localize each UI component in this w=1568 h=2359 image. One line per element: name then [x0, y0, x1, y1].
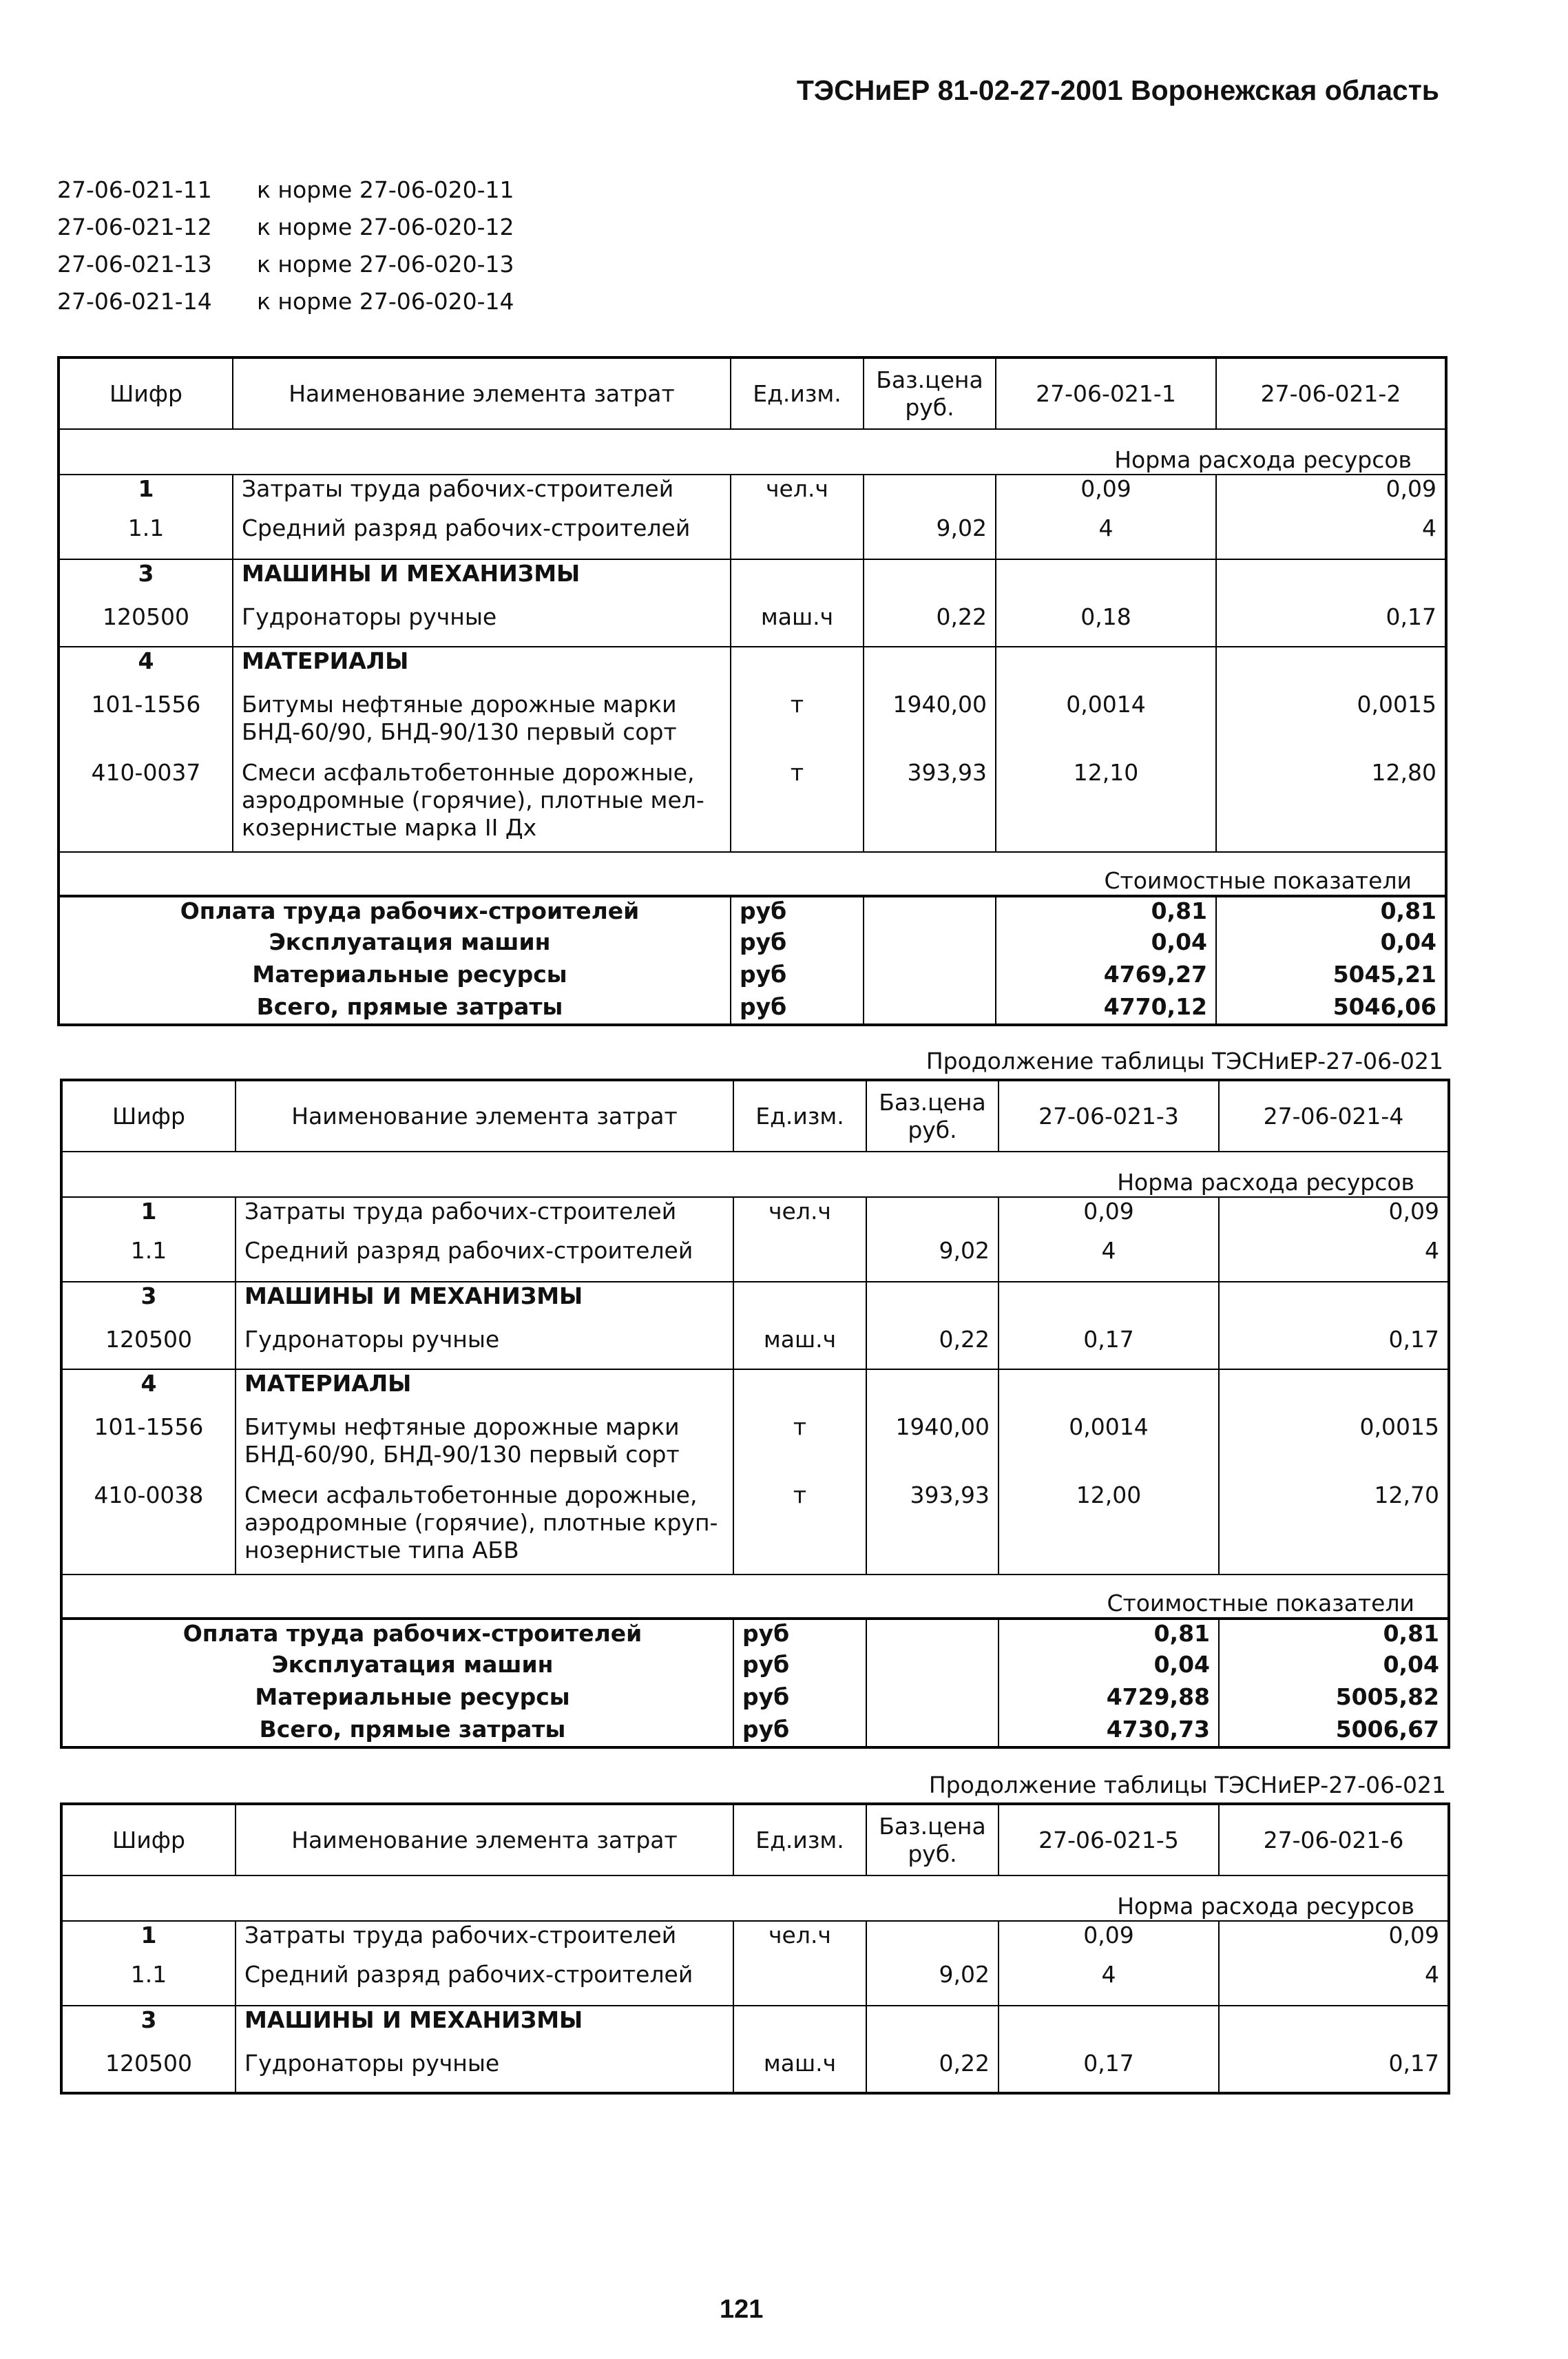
row-unit: маш.ч [733, 2050, 866, 2093]
row-price: 0,22 [866, 1326, 999, 1369]
continuation-caption: Продолжение таблицы ТЭСНиЕР-27-06-021 [926, 1048, 1443, 1074]
table-row [61, 2006, 1449, 2050]
row-value-b [1219, 1369, 1449, 1413]
total-unit: руб [731, 961, 864, 993]
col-header-price: Баз.цена руб. [866, 1804, 999, 1875]
row-code: 1 [61, 1197, 236, 1237]
norm-band-label: Норма расхода ресурсов [61, 1875, 1449, 1921]
total-unit: руб [733, 1651, 866, 1683]
row-unit [731, 647, 864, 691]
reference-list [57, 176, 514, 325]
table-row [59, 759, 1446, 852]
page-number: 121 [720, 2295, 764, 2324]
total-unit: руб [733, 1683, 866, 1716]
row-value-a: 0,0014 [996, 691, 1216, 759]
col-header-code: Шифр [59, 357, 233, 429]
table-row [61, 1326, 1449, 1369]
row-price [866, 1197, 999, 1237]
table-row [61, 1237, 1449, 1282]
total-name: Оплата труда рабочих-строителей [61, 1619, 733, 1651]
total-value-b: 5046,06 [1216, 993, 1446, 1025]
table-row [61, 1413, 1449, 1482]
reference-text: к норме 27-06-020-12 [257, 214, 514, 240]
row-price [866, 1921, 999, 1961]
row-value-a: 4 [999, 1237, 1219, 1282]
table-row [59, 603, 1446, 647]
reference-text: к норме 27-06-020-11 [257, 176, 514, 203]
row-code: 3 [61, 2006, 236, 2050]
row-code: 1.1 [61, 1237, 236, 1282]
reference-text: к норме 27-06-020-13 [257, 251, 514, 278]
row-value-a: 4 [999, 1961, 1219, 2006]
row-value-a: 12,00 [999, 1482, 1219, 1575]
col-header-name: Наименование элемента затрат [236, 1080, 733, 1152]
total-unit: руб [731, 993, 864, 1025]
row-value-b [1216, 647, 1446, 691]
row-value-a [999, 2006, 1219, 2050]
total-name: Эксплуатация машин [59, 928, 731, 961]
row-price [864, 475, 996, 515]
row-value-a: 0,09 [999, 1921, 1219, 1961]
table-row [61, 1961, 1449, 2006]
row-value-a [999, 1369, 1219, 1413]
row-name: Затраты труда рабочих-строителей [233, 475, 731, 515]
row-name: МАТЕРИАЛЫ [236, 1369, 733, 1413]
row-code: 410-0037 [59, 759, 233, 852]
row-unit [731, 515, 864, 559]
row-code: 1.1 [61, 1961, 236, 2006]
row-price [866, 1369, 999, 1413]
row-value-b: 4 [1219, 1961, 1449, 2006]
table-row [59, 515, 1446, 559]
row-value-b: 0,17 [1219, 1326, 1449, 1369]
row-unit [731, 559, 864, 603]
row-value-b: 0,09 [1219, 1197, 1449, 1237]
col-header-price: Баз.цена руб. [864, 357, 996, 429]
row-code: 1 [59, 475, 233, 515]
row-name: МАШИНЫ И МЕХАНИЗМЫ [233, 559, 731, 603]
row-name: Смеси асфальтобетонные дорожные, аэродромные (горячие), плотные круп-нозернистые типа АБВ [236, 1482, 733, 1575]
row-code: 120500 [61, 1326, 236, 1369]
row-value-a: 0,17 [999, 1326, 1219, 1369]
reference-code: 27-06-021-12 [57, 214, 212, 240]
norm-band-label: Норма расхода ресурсов [59, 429, 1446, 475]
row-value-a [996, 647, 1216, 691]
row-code: 4 [59, 647, 233, 691]
total-value-a: 0,04 [999, 1651, 1219, 1683]
row-value-a: 0,09 [999, 1197, 1219, 1237]
total-name: Всего, прямые затраты [59, 993, 731, 1025]
col-header-norm-a: 27-06-021-3 [999, 1080, 1219, 1152]
row-unit: чел.ч [731, 475, 864, 515]
col-header-norm-a: 27-06-021-1 [996, 357, 1216, 429]
row-code: 120500 [59, 603, 233, 647]
row-price: 1940,00 [866, 1413, 999, 1482]
total-value-b: 0,81 [1216, 896, 1446, 928]
col-header-code: Шифр [61, 1080, 236, 1152]
row-value-b: 12,70 [1219, 1482, 1449, 1575]
row-value-b [1216, 559, 1446, 603]
row-price [866, 1282, 999, 1326]
cost-band-label: Стоимостные показатели [59, 852, 1446, 896]
col-header-name: Наименование элемента затрат [236, 1804, 733, 1875]
row-price: 1940,00 [864, 691, 996, 759]
reference-text: к норме 27-06-020-14 [257, 288, 514, 315]
reference-row [57, 251, 514, 288]
cost-band-label: Стоимостные показатели [61, 1575, 1449, 1619]
row-value-b: 0,09 [1216, 475, 1446, 515]
row-name: МАШИНЫ И МЕХАНИЗМЫ [236, 1282, 733, 1326]
norm-band-label: Норма расхода ресурсов [61, 1152, 1449, 1197]
row-name: Смеси асфальтобетонные дорожные, аэродромные (горячие), плотные мел-козернистые марка II Дх [233, 759, 731, 852]
row-unit: чел.ч [733, 1197, 866, 1237]
row-value-a [999, 1282, 1219, 1326]
total-name: Всего, прямые затраты [61, 1716, 733, 1747]
row-value-b: 0,09 [1219, 1921, 1449, 1961]
col-header-norm-a: 27-06-021-5 [999, 1804, 1219, 1875]
col-header-price: Баз.цена руб. [866, 1080, 999, 1152]
row-price [864, 559, 996, 603]
col-header-unit: Ед.изм. [733, 1804, 866, 1875]
col-header-code: Шифр [61, 1804, 236, 1875]
total-value-b: 0,04 [1216, 928, 1446, 961]
row-price: 393,93 [864, 759, 996, 852]
resource-table-1 [57, 356, 1447, 1026]
row-unit [733, 1282, 866, 1326]
row-unit [733, 1369, 866, 1413]
table-row [61, 1921, 1449, 1961]
row-price: 9,02 [866, 1237, 999, 1282]
total-name: Материальные ресурсы [59, 961, 731, 993]
row-unit: т [731, 759, 864, 852]
row-value-a: 0,17 [999, 2050, 1219, 2093]
reference-code: 27-06-021-11 [57, 176, 212, 203]
row-name: Битумы нефтяные дорожные марки БНД-60/90, БНД-90/130 первый сорт [236, 1413, 733, 1482]
total-unit: руб [733, 1619, 866, 1651]
reference-row [57, 176, 514, 214]
row-unit [733, 2006, 866, 2050]
total-row [59, 928, 1446, 961]
row-code: 4 [61, 1369, 236, 1413]
table-row [61, 1482, 1449, 1575]
total-name: Оплата труда рабочих-строителей [59, 896, 731, 928]
total-unit: руб [731, 896, 864, 928]
table-row [61, 2050, 1449, 2093]
total-value-b: 5045,21 [1216, 961, 1446, 993]
row-code: 101-1556 [61, 1413, 236, 1482]
row-value-b: 0,0015 [1219, 1413, 1449, 1482]
col-header-norm-b: 27-06-021-2 [1216, 357, 1446, 429]
reference-row [57, 214, 514, 251]
total-row [59, 961, 1446, 993]
row-name: Средний разряд рабочих-строителей [236, 1961, 733, 2006]
total-row [59, 993, 1446, 1025]
total-unit: руб [731, 928, 864, 961]
table-row [59, 475, 1446, 515]
row-unit: т [733, 1482, 866, 1575]
row-code: 120500 [61, 2050, 236, 2093]
row-unit: маш.ч [731, 603, 864, 647]
total-value-a: 0,04 [996, 928, 1216, 961]
reference-code: 27-06-021-14 [57, 288, 212, 315]
total-value-b: 0,04 [1219, 1651, 1449, 1683]
table-row [61, 1282, 1449, 1326]
total-value-a: 0,81 [999, 1619, 1219, 1651]
row-unit: маш.ч [733, 1326, 866, 1369]
total-name: Материальные ресурсы [61, 1683, 733, 1716]
continuation-caption: Продолжение таблицы ТЭСНиЕР-27-06-021 [928, 1771, 1446, 1798]
row-value-b: 4 [1219, 1237, 1449, 1282]
row-price: 0,22 [866, 2050, 999, 2093]
row-code: 410-0038 [61, 1482, 236, 1575]
row-code: 3 [59, 559, 233, 603]
row-value-b [1219, 2006, 1449, 2050]
col-header-name: Наименование элемента затрат [233, 357, 731, 429]
total-row [61, 1716, 1449, 1747]
total-value-a: 4770,12 [996, 993, 1216, 1025]
row-name: Битумы нефтяные дорожные марки БНД-60/90, БНД-90/130 первый сорт [233, 691, 731, 759]
row-unit: чел.ч [733, 1921, 866, 1961]
total-unit: руб [733, 1716, 866, 1747]
resource-table-3 [60, 1802, 1450, 2095]
row-value-b: 0,17 [1219, 2050, 1449, 2093]
row-unit: т [733, 1413, 866, 1482]
row-unit [733, 1961, 866, 2006]
row-code: 101-1556 [59, 691, 233, 759]
row-value-a: 0,18 [996, 603, 1216, 647]
table-row [59, 691, 1446, 759]
total-row [59, 896, 1446, 928]
col-header-norm-b: 27-06-021-4 [1219, 1080, 1449, 1152]
col-header-norm-b: 27-06-021-6 [1219, 1804, 1449, 1875]
row-name: Затраты труда рабочих-строителей [236, 1921, 733, 1961]
row-value-a: 0,0014 [999, 1413, 1219, 1482]
row-price [866, 2006, 999, 2050]
row-value-a: 0,09 [996, 475, 1216, 515]
row-price [864, 647, 996, 691]
row-name: Средний разряд рабочих-строителей [233, 515, 731, 559]
row-code: 1.1 [59, 515, 233, 559]
row-value-b [1219, 1282, 1449, 1326]
table-row [61, 1369, 1449, 1413]
row-name: МАТЕРИАЛЫ [233, 647, 731, 691]
row-value-b: 12,80 [1216, 759, 1446, 852]
row-value-b: 0,0015 [1216, 691, 1446, 759]
table-row [59, 559, 1446, 603]
row-price: 393,93 [866, 1482, 999, 1575]
reference-row [57, 288, 514, 325]
reference-code: 27-06-021-13 [57, 251, 212, 278]
row-value-b: 0,17 [1216, 603, 1446, 647]
row-price: 9,02 [866, 1961, 999, 2006]
total-value-a: 0,81 [996, 896, 1216, 928]
page-header-title: ТЭСНиЕР 81-02-27-2001 Воронежская область [796, 74, 1439, 106]
table-row [61, 1197, 1449, 1237]
row-value-b: 4 [1216, 515, 1446, 559]
row-name: Средний разряд рабочих-строителей [236, 1237, 733, 1282]
row-name: Гудронаторы ручные [233, 603, 731, 647]
total-value-b: 5005,82 [1219, 1683, 1449, 1716]
total-value-b: 0,81 [1219, 1619, 1449, 1651]
row-code: 1 [61, 1921, 236, 1961]
row-name: МАШИНЫ И МЕХАНИЗМЫ [236, 2006, 733, 2050]
col-header-unit: Ед.изм. [733, 1080, 866, 1152]
total-row [61, 1619, 1449, 1651]
total-value-b: 5006,67 [1219, 1716, 1449, 1747]
total-row [61, 1651, 1449, 1683]
total-value-a: 4730,73 [999, 1716, 1219, 1747]
row-price: 9,02 [864, 515, 996, 559]
row-value-a [996, 559, 1216, 603]
resource-table-2 [60, 1079, 1450, 1749]
row-name: Гудронаторы ручные [236, 2050, 733, 2093]
total-row [61, 1683, 1449, 1716]
row-name: Гудронаторы ручные [236, 1326, 733, 1369]
row-value-a: 12,10 [996, 759, 1216, 852]
row-unit [733, 1237, 866, 1282]
col-header-unit: Ед.изм. [731, 357, 864, 429]
table-row [59, 647, 1446, 691]
row-code: 3 [61, 1282, 236, 1326]
row-price: 0,22 [864, 603, 996, 647]
row-name: Затраты труда рабочих-строителей [236, 1197, 733, 1237]
row-unit: т [731, 691, 864, 759]
total-name: Эксплуатация машин [61, 1651, 733, 1683]
total-value-a: 4769,27 [996, 961, 1216, 993]
total-value-a: 4729,88 [999, 1683, 1219, 1716]
row-value-a: 4 [996, 515, 1216, 559]
